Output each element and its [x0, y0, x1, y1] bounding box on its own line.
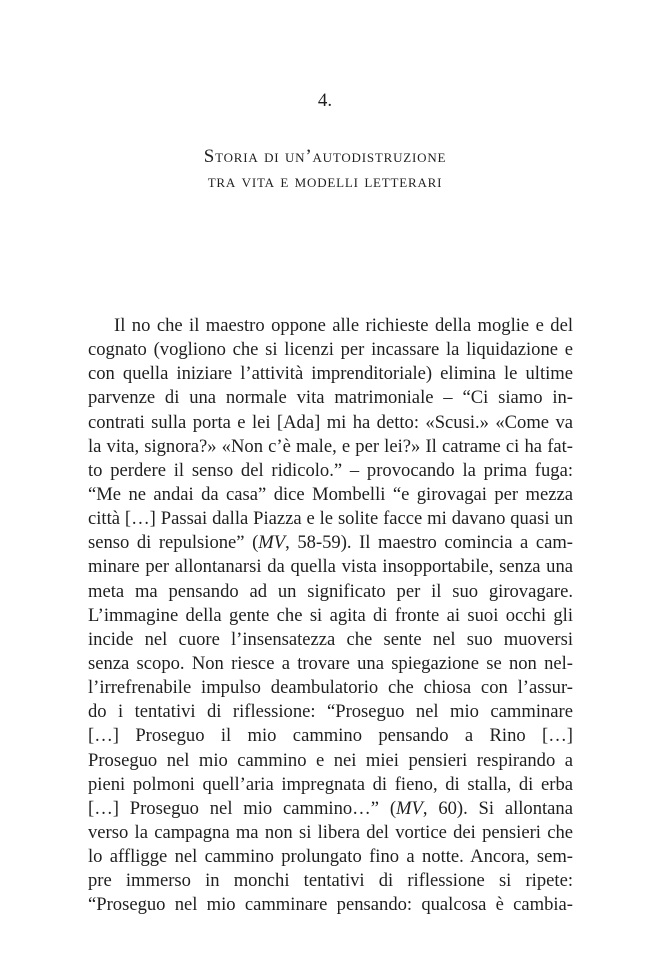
text-line: l’irrefrenabile impulso deambulatorio che chiosa con l’assur- [88, 677, 573, 699]
text-line: con quella iniziare l’attività imprenditoriale) elimina le ultime [88, 363, 573, 385]
text-line: contrati sulla porta e lei [Ada] mi ha detto: «Scusi.» «Come va [88, 411, 573, 433]
text-line: […] Proseguo nel mio cammino…” (MV, 60). Si allontana [88, 797, 573, 819]
text-line: to perdere il senso del ridicolo.” – provocando la prima fuga: [88, 459, 573, 481]
text-line: la vita, signora?» «Non c’è male, e per lei?» Il catrame ci ha fat- [88, 435, 573, 457]
text-line: pieni polmoni quell’aria impregnata di fieno, di stalla, di erba [88, 773, 573, 795]
text-line: Il no che il maestro oppone alle richieste della moglie e del [114, 315, 573, 336]
text-line: pre immerso in monchi tentativi di riflessione si ripete: [88, 870, 573, 892]
chapter-title-line-1: Storia di un’autodistruzione [203, 146, 447, 167]
chapter-number: 4. [317, 90, 333, 111]
text-line: Proseguo nel mio cammino e nei miei pensieri respirando a [88, 749, 573, 771]
text-line: verso la campagna ma non si libera del vortice dei pensieri che [88, 821, 573, 843]
text-line: minare per allontanarsi da quella vista insopportabile, senza una [88, 556, 573, 578]
text-line: do i tentativi di riflessione: “Proseguo nel mio camminare [88, 701, 573, 723]
text-line: città […] Passai dalla Piazza e le solite facce mi davano quasi un [88, 508, 573, 530]
citation-abbreviation: MV [396, 797, 423, 819]
text-line: senso di repulsione” (MV, 58-59). Il maestro comincia a cam- [88, 532, 574, 554]
citation-abbreviation: MV [258, 532, 286, 554]
chapter-title-line-2: tra vita e modelli letterari [207, 171, 443, 192]
text-line: L’immagine della gente che si agita di fronte ai suoi occhi gli [88, 604, 573, 626]
text-line: cognato (vogliono che si licenzi per incassare la liquidazione e [88, 339, 573, 361]
text-line: parvenze di una normale vita matrimoniale – “Ci siamo in- [88, 387, 573, 409]
text-line: meta ma pensando ad un significato per il suo girovagare. [88, 580, 573, 602]
text-line: senza scopo. Non riesce a trovare una spiegazione se non nel- [88, 652, 573, 674]
text-line: incide nel cuore l’insensatezza che sente nel suo muoversi [88, 628, 573, 650]
text-line: lo affligge nel cammino prolungato fino a notte. Ancora, sem- [88, 846, 573, 868]
body-paragraph [88, 314, 573, 918]
text-line: “Me ne andai da casa” dice Mombelli “e girovagai per mezza [88, 483, 573, 505]
text-line: “Proseguo nel mio camminare pensando: qualcosa è cambia- [88, 894, 573, 916]
text-line: […] Proseguo il mio cammino pensando a Rino […] [88, 725, 573, 747]
chapter-title [0, 144, 650, 194]
